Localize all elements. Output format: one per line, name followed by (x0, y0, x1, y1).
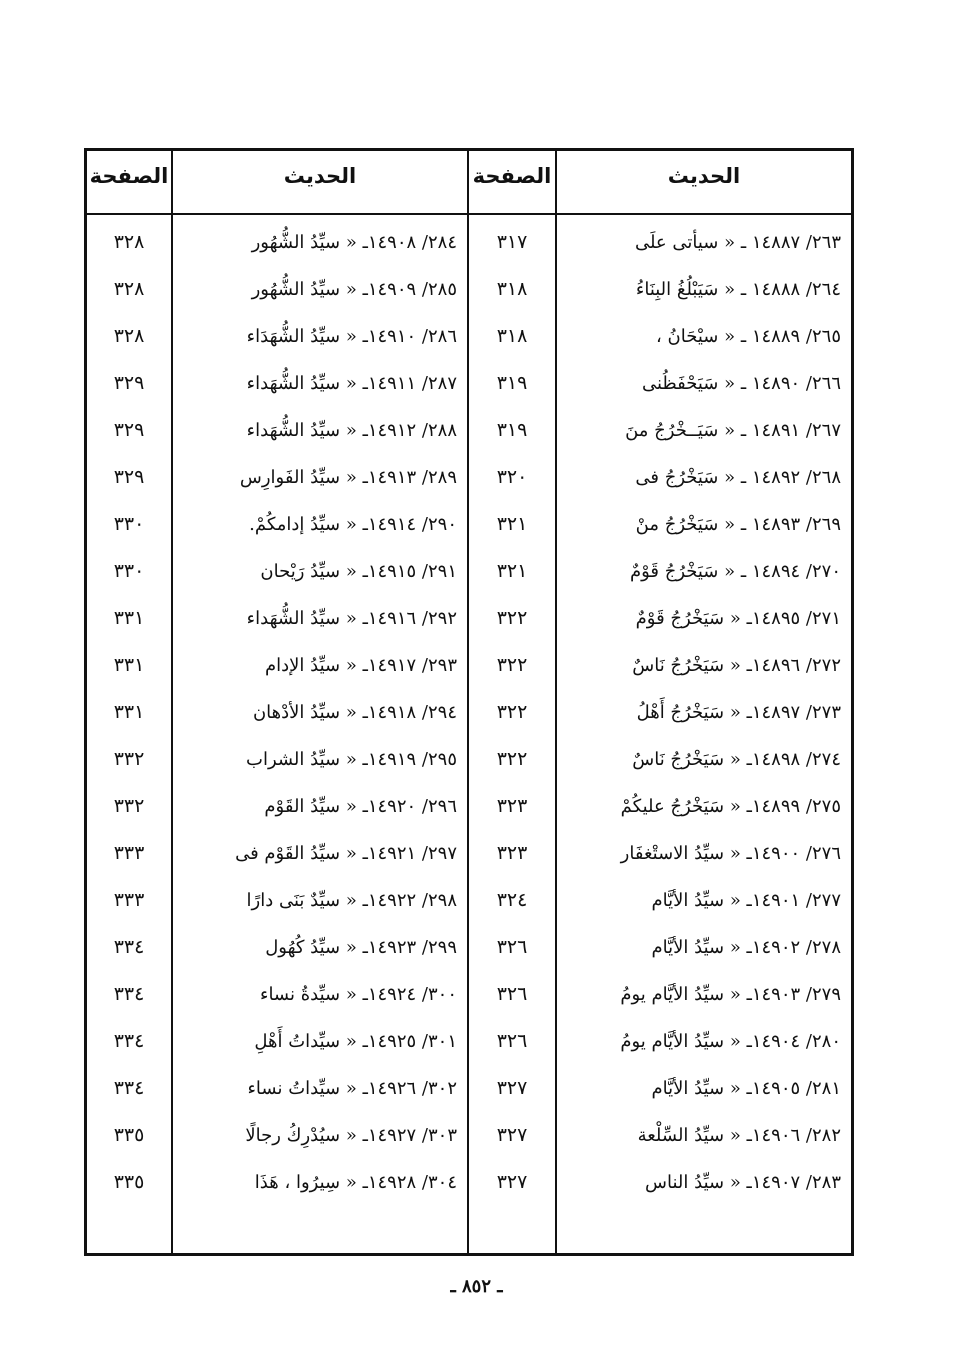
left-page-number: ٣٣٤ (113, 1030, 145, 1052)
left-page-number: ٣٣١ (113, 701, 145, 723)
left-hadith-entry: ٢٩٥/ ١٤٩١٩ـ « سيِّدُ الشراب (246, 749, 457, 770)
left-hadith-entry: ٢٨٤/ ١٤٩٠٨ـ « سيِّدُ الشُّهُور (251, 232, 457, 253)
table-row (87, 877, 851, 924)
right-page-number: ٣٢٠ (496, 466, 528, 488)
table-row (87, 219, 851, 266)
left-hadith-entry: ٢٩٠/ ١٤٩١٤ـ « سيِّدُ إدامكُمْ. (249, 514, 457, 535)
left-hadith-entry: ٢٨٦/ ١٤٩١٠ـ « سيِّدُ الشُّهَدَاء (246, 326, 457, 347)
right-hadith-entry: ٢٦٩/ ١٤٨٩٣ ـ « سَيَخْرُجُ منْ (635, 514, 841, 535)
left-hadith-entry: ٢٨٨/ ١٤٩١٢ـ « سيِّدُ الشُّهَداء (246, 420, 457, 441)
left-hadith-entry: ٢٩٧/ ١٤٩٢١ـ « سيِّدُ القَوْم فى (235, 843, 457, 864)
header-page-right: الصفحة (472, 164, 552, 188)
left-hadith-entry: ٢٩٦/ ١٤٩٢٠ـ « سيِّدُ القَوْم (264, 796, 457, 817)
left-hadith-entry: ٢٩٤/ ١٤٩١٨ـ « سيِّدُ الأدْهان (252, 702, 457, 723)
right-page-number: ٣٢٢ (496, 748, 528, 770)
right-hadith-entry: ٢٨٠/ ١٤٩٠٤ـ « سيِّدُ الأيَّام يومُ (620, 1031, 841, 1052)
right-hadith-entry: ٢٦٣/ ١٤٨٨٧ ـ « سيأتى علَى (634, 232, 841, 253)
right-page-number: ٣٢٤ (496, 889, 528, 911)
left-page-number: ٣٣٣ (113, 842, 145, 864)
left-hadith-entry: ٢٩٨/ ١٤٩٢٢ـ « سيِّدٌ بَنَى دارًا (246, 890, 457, 911)
left-page-number: ٣٣٢ (113, 748, 145, 770)
left-hadith-entry: ٣٠١/ ١٤٩٢٥ـ « سيِّداتُ أَهْلِ (254, 1031, 457, 1052)
right-page-number: ٣٢٦ (496, 1030, 528, 1052)
table-header-row (87, 151, 851, 215)
table-row (87, 266, 851, 313)
right-hadith-entry: ٢٧٣/ ١٤٨٩٧ـ « سَيَخْرُجُ أَهْلُ (636, 702, 841, 723)
table-row (87, 360, 851, 407)
left-page-number: ٣٣٠ (113, 560, 145, 582)
right-page-number: ٣٢٣ (496, 795, 528, 817)
header-page-left: الصفحة (89, 164, 169, 188)
right-page-number: ٣١٨ (496, 278, 528, 300)
left-page-number: ٣٢٩ (113, 419, 145, 441)
right-page-number: ٣٢٣ (496, 842, 528, 864)
left-hadith-entry: ٢٨٧/ ١٤٩١١ـ « سيِّدُ الشُّهَداء (246, 373, 457, 394)
table-row (87, 548, 851, 595)
left-hadith-entry: ٣٠٤/ ١٤٩٢٨ـ « سِيرُوا ، هَذَا (254, 1172, 457, 1193)
left-page-number: ٣٣٤ (113, 983, 145, 1005)
right-hadith-entry: ٢٦٨/ ١٤٨٩٢ ـ « سَيَخْرُجُ فى (635, 467, 841, 488)
right-page-number: ٣٢٦ (496, 983, 528, 1005)
right-hadith-entry: ٢٧٢/ ١٤٨٩٦ـ « سَيَخْرُجُ نَاسٌ (632, 655, 841, 676)
right-hadith-entry: ٢٧١/ ١٤٨٩٥ـ « سَيَخْرُجُ قَوْمٌ (635, 608, 841, 629)
left-page-number: ٣٣٤ (113, 1077, 145, 1099)
left-page-number: ٣٣٥ (113, 1171, 145, 1193)
table-row (87, 1112, 851, 1159)
right-page-number: ٣٢٢ (496, 607, 528, 629)
left-page-number: ٣٣٣ (113, 889, 145, 911)
right-page-number: ٣٢٧ (496, 1077, 528, 1099)
right-page-number: ٣٢٧ (496, 1171, 528, 1193)
table-row (87, 971, 851, 1018)
left-hadith-entry: ٢٨٩/ ١٤٩١٣ـ « سيِّدُ الفَوارِس (239, 467, 457, 488)
left-page-number: ٣٣١ (113, 654, 145, 676)
hadith-index-table (84, 148, 854, 1256)
left-page-number: ٣٢٨ (113, 278, 145, 300)
right-hadith-entry: ٢٧٧/ ١٤٩٠١ـ « سيِّدُ الأيَّام (651, 890, 841, 911)
table-row (87, 783, 851, 830)
right-page-number: ٣١٩ (496, 372, 528, 394)
header-hadith-right: الحديث (667, 164, 741, 188)
right-hadith-entry: ٢٧٤/ ١٤٨٩٨ـ « سَيَخْرُجُ نَاسٌ (632, 749, 841, 770)
left-page-number: ٣٣١ (113, 607, 145, 629)
right-page-number: ٣٢١ (496, 513, 528, 535)
table-row (87, 830, 851, 877)
page-number: ـ ٨٥٢ ـ (450, 1276, 503, 1297)
left-hadith-entry: ٢٨٥/ ١٤٩٠٩ـ « سيِّدُ الشُّهُور (251, 279, 457, 300)
right-hadith-entry: ٢٦٦/ ١٤٨٩٠ ـ « سَيَحْفَظُنى (641, 373, 841, 394)
table-row (87, 1065, 851, 1112)
table-row (87, 642, 851, 689)
left-hadith-entry: ٣٠٠/ ١٤٩٢٤ـ « سيِّدةُ نساء (259, 984, 457, 1005)
right-hadith-entry: ٢٨١/ ١٤٩٠٥ـ « سيِّدُ الأيَّام (651, 1078, 841, 1099)
right-hadith-entry: ٢٧٨/ ١٤٩٠٢ـ « سيِّدُ الأيَّام (651, 937, 841, 958)
table-row (87, 689, 851, 736)
left-hadith-entry: ٣٠٢/ ١٤٩٢٦ـ « سيِّداتُ نساء (247, 1078, 457, 1099)
left-hadith-entry: ٢٩٣/ ١٤٩١٧ـ « سيِّدُ الإدام (265, 655, 457, 676)
right-hadith-entry: ٢٨٢/ ١٤٩٠٦ـ « سيِّدُ السِّلْعة (637, 1125, 841, 1146)
table-row (87, 454, 851, 501)
right-hadith-entry: ٢٦٧/ ١٤٨٩١ ـ « سَيَــخْرُجُ منَ (625, 420, 841, 441)
table-row (87, 1159, 851, 1206)
right-page-number: ٣٢٧ (496, 1124, 528, 1146)
right-page-number: ٣٢٢ (496, 701, 528, 723)
table-row (87, 924, 851, 971)
right-hadith-entry: ٢٧٦/ ١٤٩٠٠ـ « سيِّدُ الاستْغفَار (620, 843, 841, 864)
left-page-number: ٣٣٢ (113, 795, 145, 817)
left-page-number: ٣٢٨ (113, 325, 145, 347)
table-row (87, 313, 851, 360)
table-row (87, 407, 851, 454)
left-hadith-entry: ٢٩١/ ١٤٩١٥ـ « سيِّدُ رَيْحان (260, 561, 457, 582)
right-page-number: ٣٢٦ (496, 936, 528, 958)
left-page-number: ٣٣٥ (113, 1124, 145, 1146)
header-hadith-left: الحديث (283, 164, 357, 188)
left-hadith-entry: ٢٩٩/ ١٤٩٢٣ـ « سيِّدُ كُهُول (265, 937, 457, 958)
right-hadith-entry: ٢٧٠/ ١٤٨٩٤ ـ « سَيَخْرُجُ قَوْمٌ (629, 561, 841, 582)
table-row (87, 501, 851, 548)
right-page-number: ٣١٨ (496, 325, 528, 347)
right-page-number: ٣١٧ (496, 231, 528, 253)
right-page-number: ٣٢٢ (496, 654, 528, 676)
left-page-number: ٣٣٤ (113, 936, 145, 958)
left-page-number: ٣٣٠ (113, 513, 145, 535)
right-hadith-entry: ٢٦٤/ ١٤٨٨٨ ـ « سَيَبْلُغُ البِنَاءُ (635, 279, 841, 300)
right-hadith-entry: ٢٨٣/ ١٤٩٠٧ـ « سيِّدُ الناس (645, 1172, 841, 1193)
table-row (87, 736, 851, 783)
left-page-number: ٣٢٨ (113, 231, 145, 253)
right-hadith-entry: ٢٧٥/ ١٤٨٩٩ـ « سَيَخْرُجُ عليكُمْ (620, 796, 841, 817)
left-hadith-entry: ٣٠٣/ ١٤٩٢٧ـ « سيُدْرِكُ رجالًا (245, 1125, 457, 1146)
right-page-number: ٣٢١ (496, 560, 528, 582)
right-hadith-entry: ٢٦٥/ ١٤٨٨٩ ـ « سيْحَانُ ، (656, 326, 841, 347)
right-hadith-entry: ٢٧٩/ ١٤٩٠٣ـ « سيِّدُ الأيَّام يومُ (620, 984, 841, 1005)
right-page-number: ٣١٩ (496, 419, 528, 441)
table-row (87, 1018, 851, 1065)
left-hadith-entry: ٢٩٢/ ١٤٩١٦ـ « سيِّدُ الشُّهَداء (246, 608, 457, 629)
left-page-number: ٣٢٩ (113, 372, 145, 394)
table-row (87, 595, 851, 642)
left-page-number: ٣٢٩ (113, 466, 145, 488)
